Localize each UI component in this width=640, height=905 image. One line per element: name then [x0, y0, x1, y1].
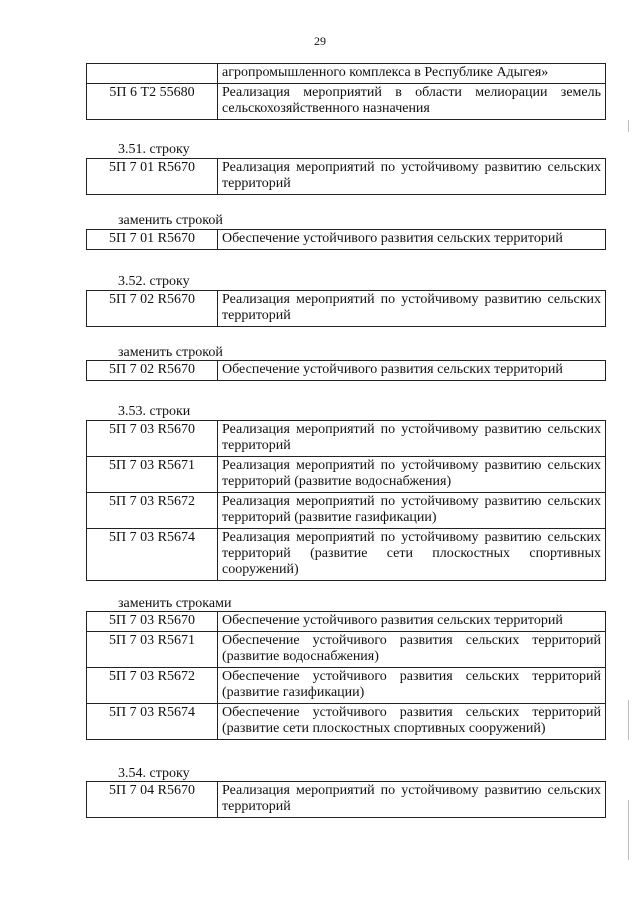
table-3-51: [86, 158, 606, 195]
code-cell: 5П 7 03 R5671: [87, 457, 218, 493]
text-cell: Обеспечение устойчивого развития сельских территорий: [218, 612, 606, 632]
code-cell: 5П 7 03 R5670: [87, 421, 218, 457]
code-cell: 5П 7 03 R5672: [87, 493, 218, 529]
table-continuation: [86, 63, 606, 120]
text-cell: Обеспечение устойчивого развития сельских территорий (развитие водоснабжения): [218, 632, 606, 668]
table-row: [87, 668, 606, 704]
text-cell: Реализация мероприятий по устойчивому развитию сельских территорий: [218, 291, 606, 327]
table-row: [87, 421, 606, 457]
replace-heading-3-52: заменить строкой: [118, 345, 223, 360]
table-3-52-replacement: [86, 360, 606, 381]
code-cell: 5П 7 03 R5674: [87, 529, 218, 581]
page-number: 29: [314, 34, 326, 48]
code-cell: 5П 7 01 R5670: [87, 230, 218, 250]
code-cell: 5П 6 Т2 55680: [87, 84, 218, 120]
table-row: [87, 361, 606, 381]
table-row: [87, 230, 606, 250]
table-3-51-replacement: [86, 229, 606, 250]
section-heading-3-52: 3.52. строку: [118, 274, 190, 289]
text-cell: Обеспечение устойчивого развития сельских территорий: [218, 361, 606, 381]
table-row: [87, 493, 606, 529]
text-cell: Реализация мероприятий по устойчивому развитию сельских территорий (развитие газификации): [218, 493, 606, 529]
code-cell: 5П 7 03 R5674: [87, 704, 218, 740]
table-row: [87, 529, 606, 581]
code-cell: 5П 7 03 R5670: [87, 612, 218, 632]
code-cell: 5П 7 02 R5670: [87, 361, 218, 381]
table-row: [87, 64, 606, 84]
scan-artifact: [628, 800, 629, 860]
section-heading-3-54: 3.54. строку: [118, 766, 190, 781]
text-cell: Обеспечение устойчивого развития сельских территорий: [218, 230, 606, 250]
text-cell: Реализация мероприятий по устойчивому развитию сельских территорий (развитие сети плоскостных спортивных сооружений): [218, 529, 606, 581]
replace-heading-3-53: заменить строками: [118, 596, 232, 611]
code-cell: 5П 7 03 R5672: [87, 668, 218, 704]
text-cell: Реализация мероприятий по устойчивому развитию сельских территорий (развитие водоснабжения): [218, 457, 606, 493]
table-row: [87, 457, 606, 493]
section-heading-3-51: 3.51. строку: [118, 142, 190, 157]
text-cell: Реализация мероприятий по устойчивому развитию сельских территорий: [218, 782, 606, 818]
table-row: [87, 612, 606, 632]
table-row: [87, 704, 606, 740]
text-cell: Реализация мероприятий по устойчивому развитию сельских территорий: [218, 421, 606, 457]
table-row: [87, 84, 606, 120]
table-3-53: [86, 420, 606, 581]
code-cell: 5П 7 03 R5671: [87, 632, 218, 668]
table-row: [87, 632, 606, 668]
table-row: [87, 782, 606, 818]
text-cell: Реализация мероприятий по устойчивому развитию сельских территорий: [218, 159, 606, 195]
replace-heading-3-51: заменить строкой: [118, 213, 223, 228]
text-cell: Обеспечение устойчивого развития сельских территорий (развитие сети плоскостных спортивных сооружений): [218, 704, 606, 740]
table-row: [87, 291, 606, 327]
table-3-52: [86, 290, 606, 327]
table-row: [87, 159, 606, 195]
text-cell: агропромышленного комплекса в Республике Адыгея»: [218, 64, 606, 84]
scan-artifact: [628, 700, 629, 740]
table-3-54: [86, 781, 606, 818]
table-3-53-replacement: [86, 611, 606, 740]
section-heading-3-53: 3.53. строки: [118, 404, 191, 419]
code-cell: 5П 7 02 R5670: [87, 291, 218, 327]
scan-artifact: [628, 120, 629, 132]
code-cell: 5П 7 01 R5670: [87, 159, 218, 195]
code-cell: [87, 64, 218, 84]
code-cell: 5П 7 04 R5670: [87, 782, 218, 818]
text-cell: Обеспечение устойчивого развития сельских территорий (развитие газификации): [218, 668, 606, 704]
text-cell: Реализация мероприятий в области мелиорации земель сельскохозяйственного назначения: [218, 84, 606, 120]
